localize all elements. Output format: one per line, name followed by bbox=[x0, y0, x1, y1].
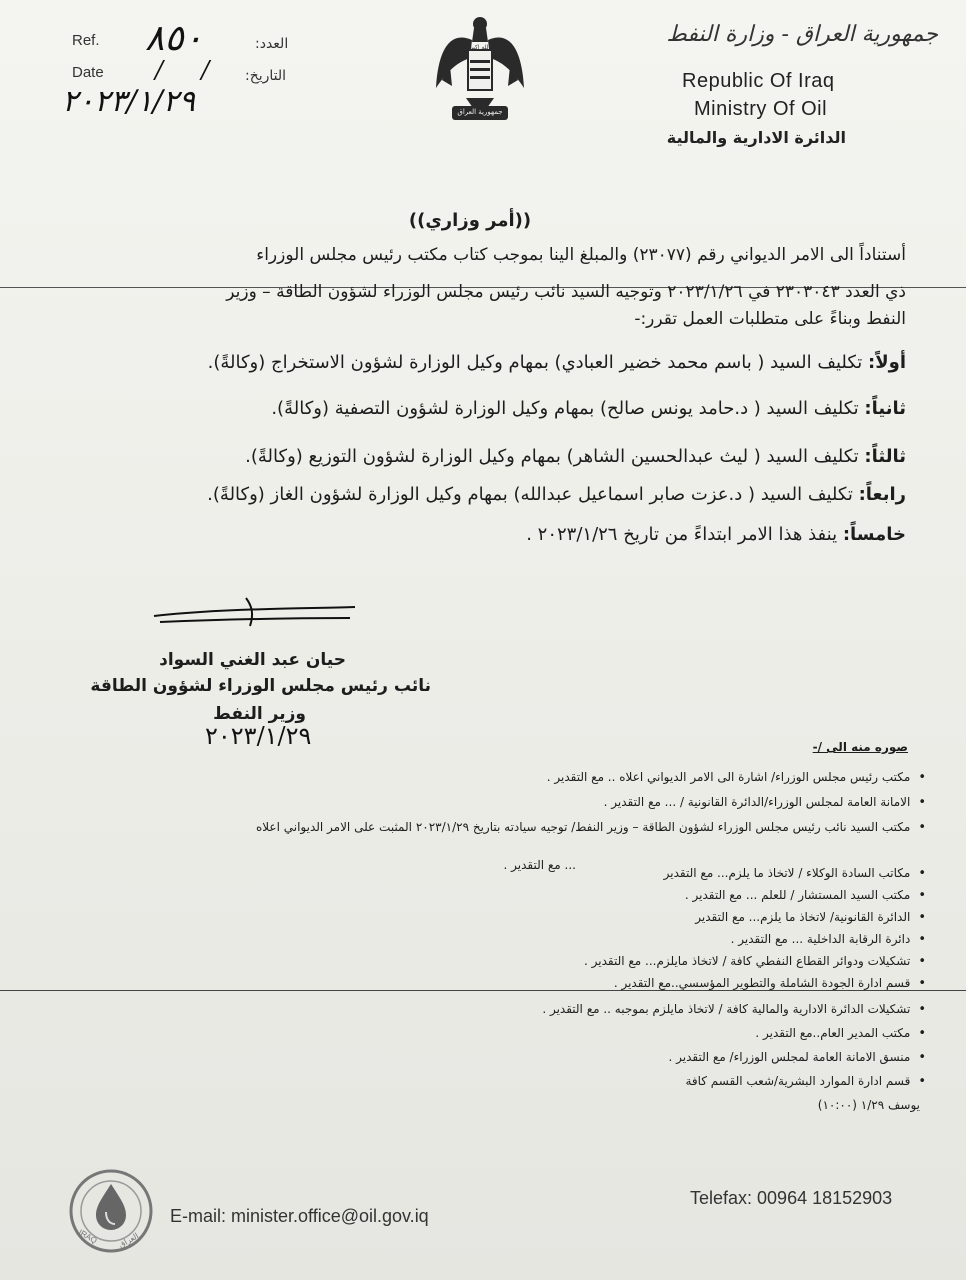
order-item-2 bbox=[36, 398, 906, 419]
cc-entry: • مكتب رئيس مجلس الوزراء/ اشارة الى الامر الديواني اعلاه .. مع التقدير . bbox=[46, 770, 926, 785]
document-title: ((أمر وزاري)) bbox=[408, 210, 532, 231]
cc-entry: • الدائرة القانونية/ لاتخاذ ما يلزم... مع التقدير bbox=[46, 910, 926, 925]
cc-file-reference: يوسف ١/٢٩ (١٠:٠٠) bbox=[817, 1098, 920, 1112]
emblem-inscription-top: الله اكبر bbox=[469, 44, 491, 51]
date-label: Date bbox=[72, 64, 104, 81]
footer-email: E-mail: minister.office@oil.gov.iq bbox=[170, 1206, 429, 1226]
signatory-name: حيان عبد الغني السواد bbox=[159, 650, 346, 670]
body-line-3: النفط وبناءً على متطلبات العمل تقرر:- bbox=[634, 309, 906, 329]
order-item-ordinal: ثالثاً: bbox=[864, 446, 906, 467]
order-item-ordinal: ثانياً: bbox=[864, 398, 906, 419]
order-item-ordinal: أولاً: bbox=[868, 352, 906, 373]
cc-entry: • دائرة الرقابة الداخلية ... مع التقدير . bbox=[46, 932, 926, 947]
order-item-text: تكليف السيد ( د.حامد يونس صالح) بمهام وكيل الوزارة لشؤون التصفية (وكالةً). bbox=[271, 398, 859, 419]
signatory-title: وزير النفط bbox=[213, 704, 306, 724]
logo-text-iraq: IRAQ bbox=[77, 1227, 99, 1246]
date-slashes: / / bbox=[155, 56, 210, 84]
body-line-1: أستناداً الى الامر الديواني رقم (٢٣٠٧٧) والمبلغ الينا بموجب كتاب مكتب رئيس مجلس الوزراء bbox=[256, 245, 906, 265]
cc-entry: • مكتب المدير العام..مع التقدير . bbox=[46, 1026, 926, 1041]
cc-entry: • تشكيلات الدائرة الادارية والمالية كافة / لاتخاذ مايلزم بموجبه .. مع التقدير . bbox=[46, 1002, 926, 1017]
body-line-2: ذي العدد ٢٣٠٣٠٤٣ في ٢٠٢٣/١/٢٦ وتوجيه السيد نائب رئيس مجلس الوزراء لشؤون الطاقة – وزير bbox=[226, 282, 906, 302]
signatory-position: نائب رئيس مجلس الوزراء لشؤون الطاقة bbox=[90, 676, 431, 696]
cc-entry: • قسم ادارة الجودة الشاملة والتطوير المؤسسي..مع التقدير . bbox=[46, 976, 926, 991]
cc-entry: • تشكيلات ودوائر القطاع النفطي كافة / لاتخاذ مايلزم... مع التقدير . bbox=[46, 954, 926, 969]
header-republic-of-iraq: Republic Of Iraq bbox=[682, 70, 835, 92]
ref-label: Ref. bbox=[72, 32, 100, 49]
order-item-ordinal: رابعاً: bbox=[858, 484, 906, 505]
order-item-4 bbox=[36, 484, 906, 505]
cc-entry: • قسم ادارة الموارد البشرية/شعب القسم كافة bbox=[46, 1074, 926, 1089]
order-item-text: تكليف السيد ( د.عزت صابر اسماعيل عبدالله) بمهام وكيل الوزارة لشؤون الغاز (وكالةً). bbox=[207, 484, 853, 505]
signature-date-handwritten: ٢٠٢٣/١/٢٩ bbox=[205, 722, 312, 750]
emblem-inscription-bottom: جمهورية العراق bbox=[457, 108, 503, 116]
header-arabic-ministry: جمهورية العراق - وزارة النفط bbox=[666, 22, 938, 47]
order-item-1 bbox=[36, 352, 906, 373]
cc-entry: • الامانة العامة لمجلس الوزراء/الدائرة القانونية / ... مع التقدير . bbox=[46, 795, 926, 810]
cc-heading: صوره منه الى /- bbox=[812, 740, 908, 754]
order-item-text: تكليف السيد ( ليث عبدالحسين الشاهر) بمهام وكيل الوزارة لشؤون التوزيع (وكالةً). bbox=[245, 446, 859, 467]
order-item-5 bbox=[36, 524, 906, 545]
logo-text-arabic: العراق bbox=[117, 1231, 141, 1250]
ministry-oil-drop-logo-icon bbox=[68, 1168, 154, 1254]
ref-label-arabic: :العدد bbox=[255, 36, 289, 52]
date-label-arabic: :التاريخ bbox=[245, 68, 287, 84]
order-item-text: ينفذ هذا الامر ابتداءً من تاريخ ٢٠٢٣/١/٢٦ . bbox=[526, 524, 838, 545]
order-item-text: تكليف السيد ( باسم محمد خضير العبادي) بمهام وكيل الوزارة لشؤون الاستخراج (وكالةً). bbox=[207, 352, 863, 373]
fold-line-bottom bbox=[0, 990, 966, 991]
cc-entry: • مكاتب السادة الوكلاء / لاتخاذ ما يلزم... مع التقدير bbox=[46, 866, 926, 881]
order-item-3 bbox=[36, 446, 906, 467]
header-department: الدائرة الادارية والمالية bbox=[666, 128, 846, 147]
ref-number-handwritten: ٨٥٠ bbox=[145, 18, 204, 59]
handwritten-signature-icon bbox=[150, 592, 360, 632]
cc-entry: • مكتب السيد نائب رئيس مجلس الوزراء لشؤون الطاقة – وزير النفط/ توجيه سيادته بتاريخ ٢٠٢٣/١/٢٩ المثبت على الامر الديواني اعلاه bbox=[46, 820, 926, 835]
cc-entry-continuation: ... مع التقدير . bbox=[503, 858, 576, 872]
date-handwritten: ٢٠٢٣/١/٢٩ bbox=[62, 84, 196, 119]
order-item-ordinal: خامساً: bbox=[842, 524, 906, 545]
cc-entry: • مكتب السيد المستشار / للعلم ... مع التقدير . bbox=[46, 888, 926, 903]
header-ministry-of-oil: Ministry Of Oil bbox=[694, 98, 828, 120]
cc-entry: • منسق الامانة العامة لمجلس الوزراء/ مع التقدير . bbox=[46, 1050, 926, 1065]
footer-telefax: Telefax: 00964 18152903 bbox=[690, 1188, 893, 1208]
